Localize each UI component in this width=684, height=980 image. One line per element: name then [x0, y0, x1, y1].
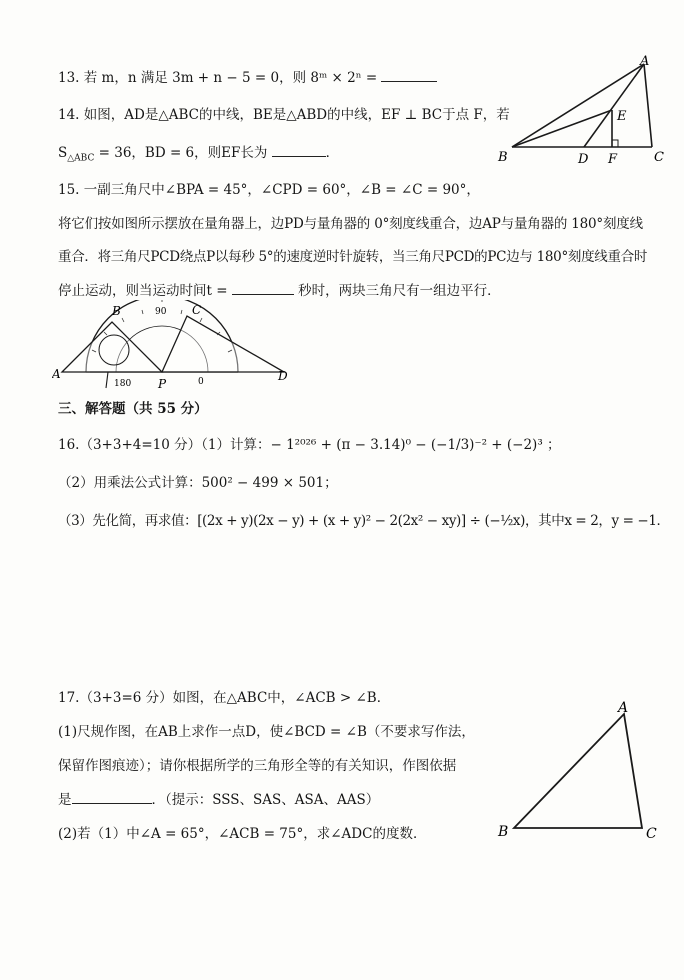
q15-line3: 重合．将三角尺PCD绕点P以每秒 5°的速度逆时针旋转，当三角尺PCD的PC边与 180°刻度线重合时	[58, 249, 648, 265]
q17-label-a: A	[618, 700, 629, 716]
q15-tick-180: 180	[114, 379, 132, 389]
q15-line2: 将它们按如图所示摆放在量角器上，边PD与量角器的 0°刻度线重合，边AP与量角器的 180°刻度线	[58, 216, 643, 232]
q14-side-ab	[512, 64, 644, 147]
q14-answer-blank[interactable]	[272, 144, 326, 157]
q16-line1: 16.（3+3+4=10 分）（1）计算：− 1²⁰²⁶ + (π − 3.14)⁰ − (−1/3)⁻² + (−2)³ ；	[58, 437, 561, 453]
q14-label-e: E	[617, 109, 627, 124]
q14-period: ．	[325, 145, 340, 161]
q15-label-a: A	[52, 367, 61, 381]
q17-line4	[58, 788, 379, 808]
q14-label-d: D	[578, 152, 589, 167]
q13-answer-blank[interactable]	[381, 69, 437, 82]
q14-label-b: B	[498, 150, 508, 165]
q16-line3: （3）先化简，再求值：[(2x + y)(2x − y) + (x + y)² − 2(2x² − xy)] ÷ (−½x)，其中x = 2，y = −1．	[58, 513, 670, 529]
q17-line3: 保留作图痕迹）；请你根据所学的三角形全等的有关知识，作图依据	[58, 758, 457, 774]
q13-text	[58, 66, 437, 86]
q14-area-subscript: △ABC	[67, 153, 95, 164]
q14-label-c: C	[654, 150, 664, 165]
q15-tick-90: 90	[155, 307, 167, 317]
q15-line4-suffix: 秒时，两块三角尺有一组边平行．	[298, 283, 501, 299]
q14-label-a: A	[640, 54, 650, 69]
q15-tick-0: 0	[198, 377, 204, 387]
q13-statement: 13. 若 m，n 满足 3m + n − 5 = 0，则 8ᵐ × 2ⁿ =	[58, 70, 378, 86]
q15-triangle-cpd	[162, 316, 284, 372]
q14-given: = 36，BD = 6，则EF长为	[94, 145, 268, 161]
q17-figure	[492, 700, 672, 850]
q15-label-b: B	[112, 304, 121, 318]
q15-answer-blank[interactable]	[232, 282, 294, 295]
q15-line4	[58, 279, 501, 299]
q14-figure	[494, 52, 684, 172]
q17-triangle-abc	[514, 714, 642, 828]
q14-area-symbol: S	[58, 145, 68, 161]
q14-side-ac	[644, 64, 652, 147]
q14-line2	[58, 141, 339, 164]
q17-line4-prefix: 是	[58, 792, 72, 808]
q15-mark-line	[106, 372, 108, 388]
q17-line5: (2)若（1）中∠A = 65°，∠ACB = 75°，求∠ADC的度数．	[58, 826, 427, 842]
q17-line1: 17.（3+3=6 分）如图，在△ABC中，∠ACB > ∠B．	[58, 690, 391, 706]
q14-line1: 14. 如图，AD是△ABC的中线，BE是△ABD的中线，EF ⊥ BC于点 F，若	[58, 107, 510, 123]
q16-line2: （2）用乘法公式计算：500² − 499 × 501；	[58, 475, 338, 491]
section3-title: 三、解答题（共 55 分）	[58, 401, 208, 417]
q17-label-b: B	[498, 824, 509, 840]
q15-label-d: D	[278, 369, 288, 383]
q17-label-c: C	[646, 826, 657, 842]
q15-figure	[52, 300, 312, 392]
q17-answer-blank[interactable]	[72, 791, 152, 804]
q17-line2: (1)尺规作图，在AB上求作一点D，使∠BCD = ∠B（不要求写作法，	[58, 724, 475, 740]
q14-label-f: F	[608, 152, 618, 167]
q15-label-c: C	[192, 303, 202, 317]
q15-label-p: P	[158, 377, 167, 391]
q14-median-ad	[584, 64, 644, 147]
q17-line4-suffix: ．（提示：SSS、SAS、ASA、AAS）	[151, 792, 380, 808]
q14-right-angle-mark	[612, 140, 618, 147]
q15-line1: 15. 一副三角尺中∠BPA = 45°，∠CPD = 60°，∠B = ∠C = 90°，	[58, 182, 480, 198]
q15-line4-prefix: 停止运动，则当运动时间t =	[58, 283, 228, 299]
